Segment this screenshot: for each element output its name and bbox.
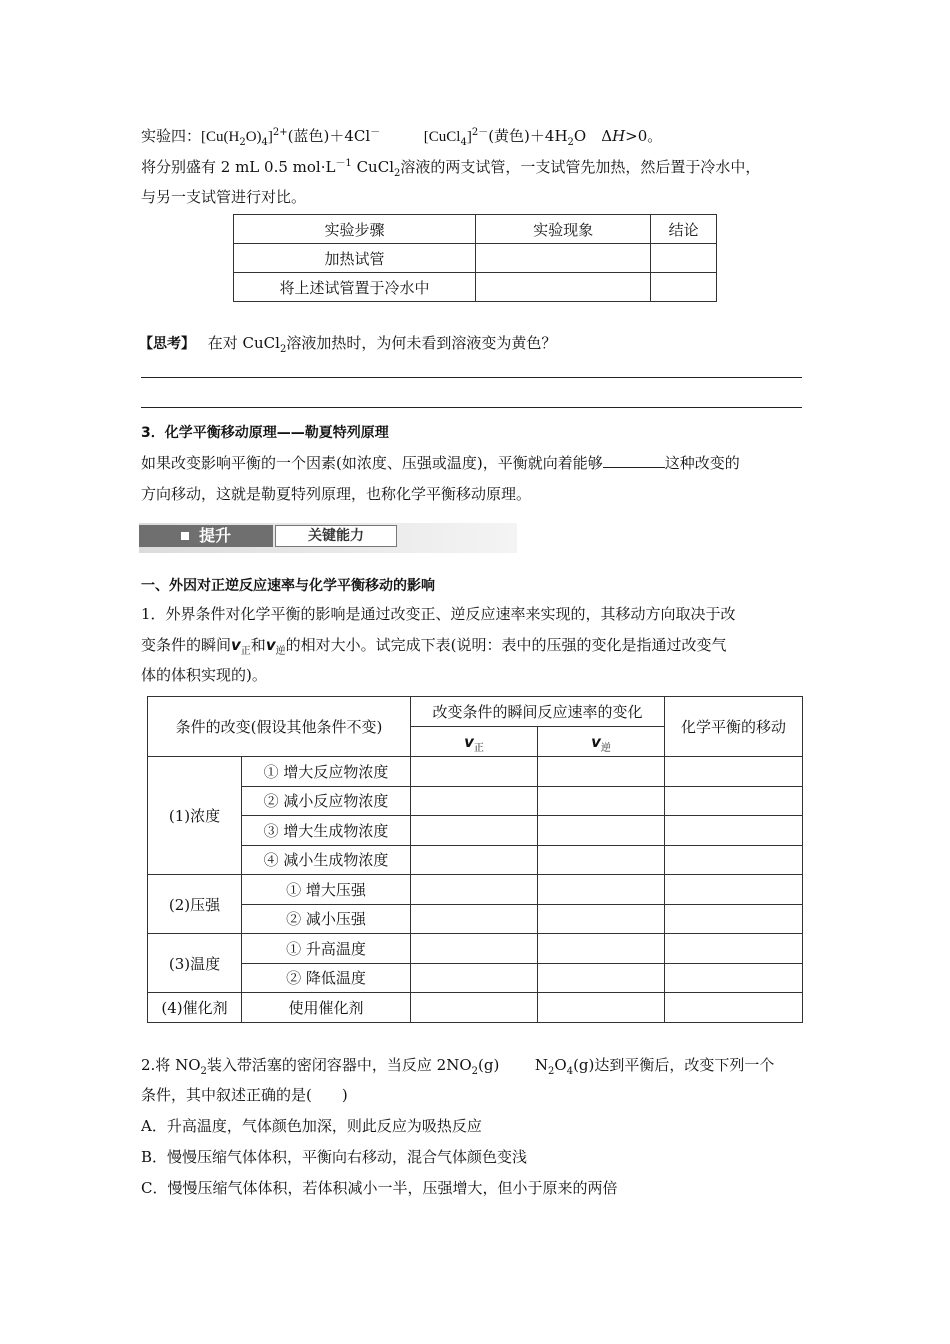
- answer-cell[interactable]: [411, 963, 538, 993]
- group-catalyst: (4)催化剂: [148, 993, 242, 1023]
- option-a[interactable]: A．升高温度，气体颜色加深，则此反应为吸热反应: [141, 1117, 482, 1135]
- principle-line-1: 如果改变影响平衡的一个因素(如浓度、压强或温度)，平衡就向着能够 这种改变的: [141, 454, 740, 472]
- answer-cell[interactable]: [665, 963, 803, 993]
- q1-line-1: 1．外界条件对化学平衡的影响是通过改变正、逆反应速率来实现的，其移动方向取决于改: [141, 605, 736, 623]
- group-temperature: (3)温度: [148, 934, 242, 993]
- answer-line[interactable]: [141, 377, 802, 378]
- group-concentration: (1)浓度: [148, 757, 242, 875]
- answer-cell[interactable]: [411, 875, 538, 905]
- exp4-cell-blank[interactable]: [651, 273, 717, 302]
- banner-title: 提升: [199, 526, 232, 545]
- header-condition: 条件的改变(假设其他条件不变): [148, 697, 411, 757]
- q2-line-2: 条件，其中叙述正确的是( ): [141, 1086, 348, 1104]
- condition-item: ③ 增大生成物浓度: [242, 816, 411, 846]
- answer-cell[interactable]: [538, 845, 665, 875]
- fill-blank[interactable]: [603, 453, 665, 468]
- condition-item: ① 增大压强: [242, 875, 411, 905]
- answer-cell[interactable]: [665, 993, 803, 1023]
- q1-line-3: 体的体积实现的)。: [141, 666, 267, 684]
- exp4-header-phenomenon: 实验现象: [475, 215, 650, 244]
- principle-title: 3．化学平衡移动原理——勒夏特列原理: [141, 425, 389, 441]
- answer-cell[interactable]: [665, 934, 803, 964]
- condition-item: 使用催化剂: [242, 993, 411, 1023]
- answer-line[interactable]: [141, 407, 802, 408]
- exp4-description-2: 与另一支试管进行对比。: [141, 188, 307, 206]
- option-b[interactable]: B．慢慢压缩气体体积，平衡向右移动，混合气体颜色变浅: [141, 1148, 528, 1166]
- exp4-row-cold: 将上述试管置于冷水中: [234, 273, 476, 302]
- answer-cell[interactable]: [411, 845, 538, 875]
- exp4-header-conclusion: 结论: [651, 215, 717, 244]
- answer-cell[interactable]: [665, 786, 803, 816]
- answer-cell[interactable]: [665, 845, 803, 875]
- header-rate: 改变条件的瞬间反应速率的变化: [411, 697, 665, 727]
- header-v-reverse: $v_逆$: [538, 727, 665, 757]
- answer-cell[interactable]: [665, 757, 803, 787]
- q1-line-2: 变条件的瞬间$v_正$和$v_逆$的相对大小。试完成下表(说明：表中的压强的变化是指通过改变气: [141, 636, 727, 657]
- q2-line-1: 2.将 $NO_2$装入带活塞的密闭容器中，当反应 $2NO_2(g)$ $N_2O_4(g)$达到平衡后，改变下列一个: [141, 1056, 775, 1077]
- banner-subtitle: 关键能力: [275, 525, 397, 547]
- exp4-cell-blank[interactable]: [475, 244, 650, 273]
- exp4-row-heat: 加热试管: [234, 244, 476, 273]
- exp4-table: [233, 214, 717, 302]
- option-c[interactable]: C．慢慢压缩气体体积，若体积减小一半，压强增大，但小于原来的两倍: [141, 1179, 618, 1197]
- section-title: 一、外因对正逆反应速率与化学平衡移动的影响: [141, 578, 435, 594]
- condition-item: ① 升高温度: [242, 934, 411, 964]
- group-pressure: (2)压强: [148, 875, 242, 934]
- answer-cell[interactable]: [538, 934, 665, 964]
- exp4-header-step: 实验步骤: [234, 215, 476, 244]
- answer-cell[interactable]: [411, 934, 538, 964]
- square-icon: [181, 532, 189, 540]
- exp4-cell-blank[interactable]: [475, 273, 650, 302]
- section-banner: [139, 521, 517, 555]
- answer-cell[interactable]: [538, 963, 665, 993]
- principle-line-2: 方向移动，这就是勒夏特列原理，也称化学平衡移动原理。: [141, 485, 532, 503]
- answer-cell[interactable]: [538, 786, 665, 816]
- answer-cell[interactable]: [538, 993, 665, 1023]
- equilibrium-table: [147, 696, 803, 1023]
- condition-item: ② 减小反应物浓度: [242, 786, 411, 816]
- answer-cell[interactable]: [665, 816, 803, 846]
- condition-item: ② 减小压强: [242, 904, 411, 934]
- condition-item: ④ 减小生成物浓度: [242, 845, 411, 875]
- answer-cell[interactable]: [411, 757, 538, 787]
- header-shift: 化学平衡的移动: [665, 697, 803, 757]
- answer-cell[interactable]: [538, 875, 665, 905]
- answer-cell[interactable]: [411, 816, 538, 846]
- condition-item: ① 增大反应物浓度: [242, 757, 411, 787]
- condition-item: ② 降低温度: [242, 963, 411, 993]
- exp4-cell-blank[interactable]: [651, 244, 717, 273]
- answer-cell[interactable]: [538, 904, 665, 934]
- answer-cell[interactable]: [538, 757, 665, 787]
- answer-cell[interactable]: [538, 816, 665, 846]
- answer-cell[interactable]: [411, 993, 538, 1023]
- exp4-description-1: 将分别盛有 2 mL 0.5 $mol\cdot L^{-1}$ CuCl$_2$溶液的两支试管，一支试管先加热，然后置于冷水中，: [141, 158, 761, 179]
- answer-cell[interactable]: [665, 875, 803, 905]
- answer-cell[interactable]: [411, 786, 538, 816]
- think-question: 【思考】 在对 CuCl$_2$溶液加热时，为何未看到溶液变为黄色？: [139, 334, 557, 355]
- answer-cell[interactable]: [665, 904, 803, 934]
- answer-cell[interactable]: [411, 904, 538, 934]
- exp4-equation: 实验四：$[Cu(H_2O)_4]^{2+}$(蓝色)＋4Cl－ [CuCl$_4$]$^{2-}$(黄色)$+4H_2O$ ΔH>0。: [141, 127, 663, 148]
- header-v-forward: $v_正$: [411, 727, 538, 757]
